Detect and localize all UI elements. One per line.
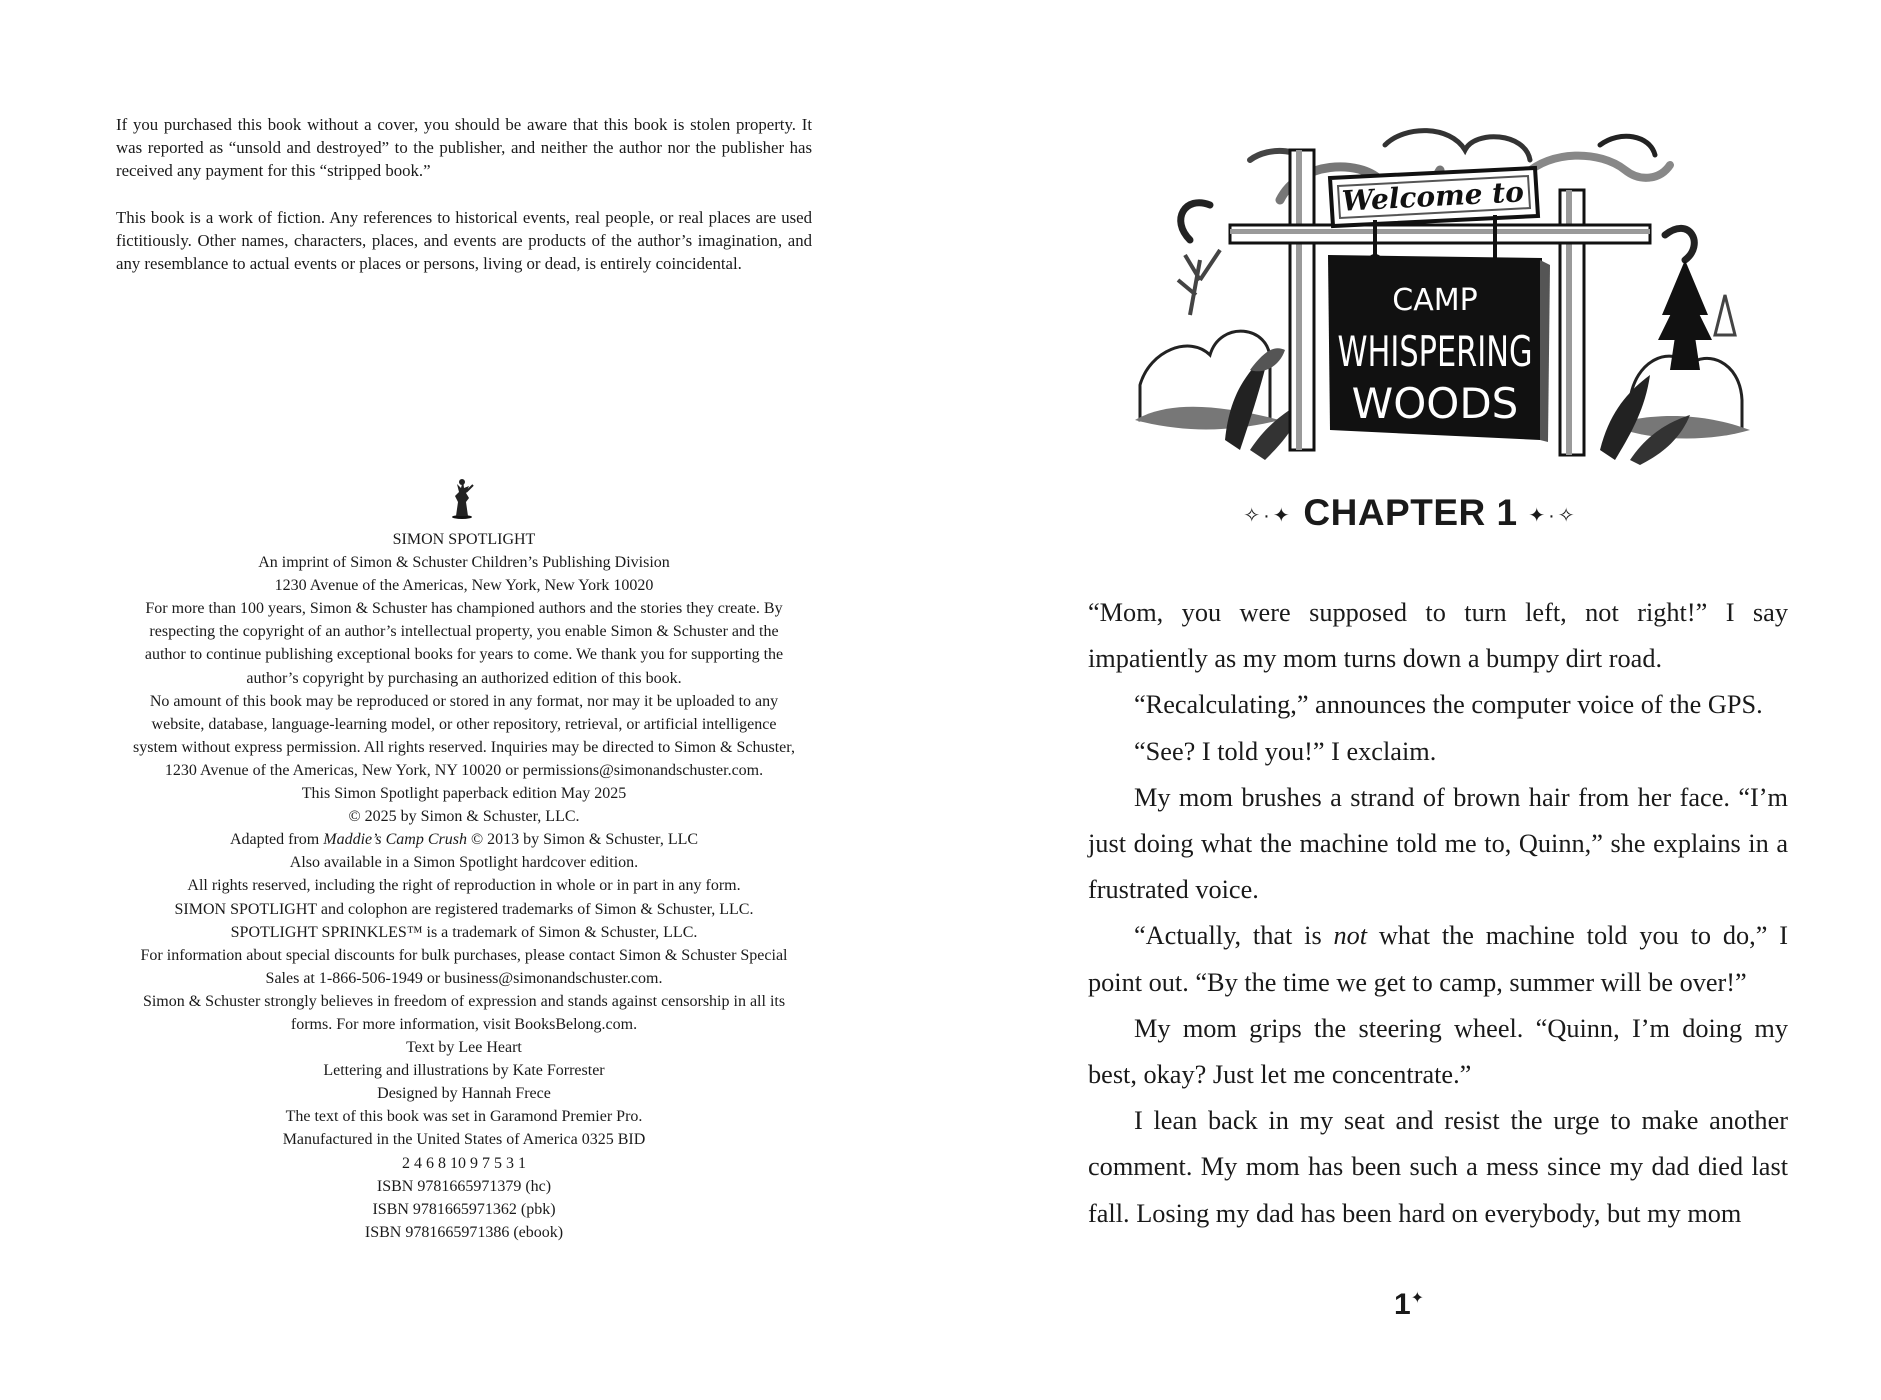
page-number: 1✦ xyxy=(1393,1288,1428,1321)
colophon-line: Text by Lee Heart xyxy=(406,1039,522,1057)
chapter-page xyxy=(940,0,1881,1400)
paragraph: “See? I told you!” I exclaim. xyxy=(1134,736,1437,766)
colophon-line: 2 4 6 8 10 9 7 5 3 1 xyxy=(402,1154,526,1172)
welcome-text: Welcome to xyxy=(1341,175,1525,218)
paragraph: “Actually, that is not what the machine told you to do,” I point out. “By the time we get to camp, summer will be over!” xyxy=(1088,921,1788,997)
legal-notice xyxy=(116,113,812,298)
paragraph: I lean back in my seat and resist the urge to make another comment. My mom has been such a mess since my dad died last fall. Losing my dad has been hard on everybody, but my mom xyxy=(1088,1106,1788,1228)
sparkle-icon: ✦·✧ xyxy=(1528,504,1578,527)
colophon-line: system without express permission. All rights reserved. Inquiries may be directed to Simon & Schuster, xyxy=(133,738,795,756)
colophon-line: An imprint of Simon & Schuster Children’s Publishing Division xyxy=(258,554,670,572)
colophon-line: Manufactured in the United States of America 0325 BID xyxy=(282,1131,646,1149)
camp-text: CAMP xyxy=(1392,283,1478,318)
colophon-line: 1230 Avenue of the Americas, New York, New York 10020 xyxy=(274,577,654,595)
camp-name-board xyxy=(1328,255,1550,442)
colophon-line: Sales at 1-866-506-1949 or business@simonandschuster.com. xyxy=(265,969,663,987)
colophon-line: For more than 100 years, Simon & Schuster has championed authors and the stories they create. By xyxy=(145,600,783,618)
colophon-line: For information about special discounts for bulk purchases, please contact Simon & Schuster Special xyxy=(140,946,788,964)
chapter-title: CHAPTER 1 xyxy=(1303,492,1518,533)
colophon-line: Lettering and illustrations by Kate Forrester xyxy=(323,1062,605,1080)
colophon-line: ISBN 9781665971362 (pbk) xyxy=(372,1200,556,1218)
colophon-line: 1230 Avenue of the Americas, New York, NY 10020 or permissions@simonandschuster.com. xyxy=(164,761,764,779)
colophon-line: author’s copyright by purchasing an authorized edition of this book. xyxy=(246,669,682,687)
colophon-line: SIMON SPOTLIGHT xyxy=(392,531,536,548)
simon-spotlight-colophon-icon xyxy=(442,472,482,520)
woods-text: WOODS xyxy=(1351,379,1519,428)
paragraph: My mom brushes a strand of brown hair from her face. “I’m just doing what the machine told me to, Quinn,” she explains in a frustrated voice. xyxy=(1088,782,1788,905)
copyright-page xyxy=(0,0,940,1400)
whispering-text: WHISPERING xyxy=(1337,327,1533,376)
paragraph: “Recalculating,” announces the computer voice of the GPS. xyxy=(1134,690,1763,720)
camp-sign-illustration xyxy=(1130,120,1750,465)
adapted-from-line: Adapted from Maddie’s Camp Crush © 2013 by Simon & Schuster, LLC xyxy=(229,831,699,849)
sparkle-icon: ✦ xyxy=(1410,1290,1428,1307)
story-text xyxy=(1088,590,1788,1237)
chapter-heading xyxy=(940,492,1881,534)
colophon-line: SIMON SPOTLIGHT and colophon are registered trademarks of Simon & Schuster, LLC. xyxy=(174,900,754,918)
colophon-line: This Simon Spotlight paperback edition May 2025 xyxy=(301,785,627,803)
colophon-line: author to continue publishing exceptional books for years to come. We thank you for supporting the xyxy=(144,646,784,664)
colophon-line: Designed by Hannah Frece xyxy=(377,1085,551,1103)
welcome-board xyxy=(1330,168,1538,226)
colophon-line: ISBN 9781665971379 (hc) xyxy=(376,1177,552,1195)
paragraph: My mom grips the steering wheel. “Quinn, I’m doing my best, okay? Just let me concentrate.” xyxy=(1088,1013,1788,1090)
sparkle-icon: ✧·✦ xyxy=(1243,504,1293,527)
foliage-left xyxy=(1135,250,1305,460)
adapted-title: Maddie’s Camp Crush xyxy=(323,831,467,849)
stripped-book-notice: If you purchased this book without a cover, you should be aware that this book is stolen property. It was reported as “unsold and destroyed” to the publisher, and neither the author nor the publisher has received any payment for this “stripped book.” xyxy=(116,115,812,181)
emphasis: not xyxy=(1333,921,1368,951)
colophon-line: All rights reserved, including the right of reproduction in whole or in part in any form. xyxy=(187,877,741,895)
colophon-line: The text of this book was set in Garamond Premier Pro. xyxy=(285,1108,643,1126)
paragraph: “Mom, you were supposed to turn left, not right!” I say impatiently as my mom turns down a bumpy dirt road. xyxy=(1088,598,1788,674)
colophon-line: No amount of this book may be reproduced or stored in any format, nor may it be uploaded to any xyxy=(149,692,779,710)
colophon-line: Simon & Schuster strongly believes in freedom of expression and stands against censorship in all its xyxy=(142,992,786,1010)
colophon-line: respecting the copyright of an author’s intellectual property, you enable Simon & Schuster and the xyxy=(149,623,779,641)
colophon-line: forms. For more information, visit BooksBelong.com. xyxy=(290,1015,638,1033)
colophon-line: © 2025 by Simon & Schuster, LLC. xyxy=(348,808,580,826)
colophon-line: website, database, language-learning model, or other repository, retrieval, or artificial intelligence xyxy=(151,715,777,733)
colophon-line: Also available in a Simon Spotlight hardcover edition. xyxy=(289,854,639,872)
foliage-right xyxy=(1600,260,1750,465)
colophon xyxy=(96,528,832,1244)
colophon-line: ISBN 9781665971386 (ebook) xyxy=(364,1223,564,1241)
fiction-disclaimer: This book is a work of fiction. Any references to historical events, real people, or real places are used fictitiously. Other names, characters, places, and events are products of the author’s imagination, and any resemblance to actual events or places or persons, living or dead, is entirely coincidental. xyxy=(116,207,812,274)
colophon-line: SPOTLIGHT SPRINKLES™ is a trademark of Simon & Schuster, LLC. xyxy=(230,923,698,941)
